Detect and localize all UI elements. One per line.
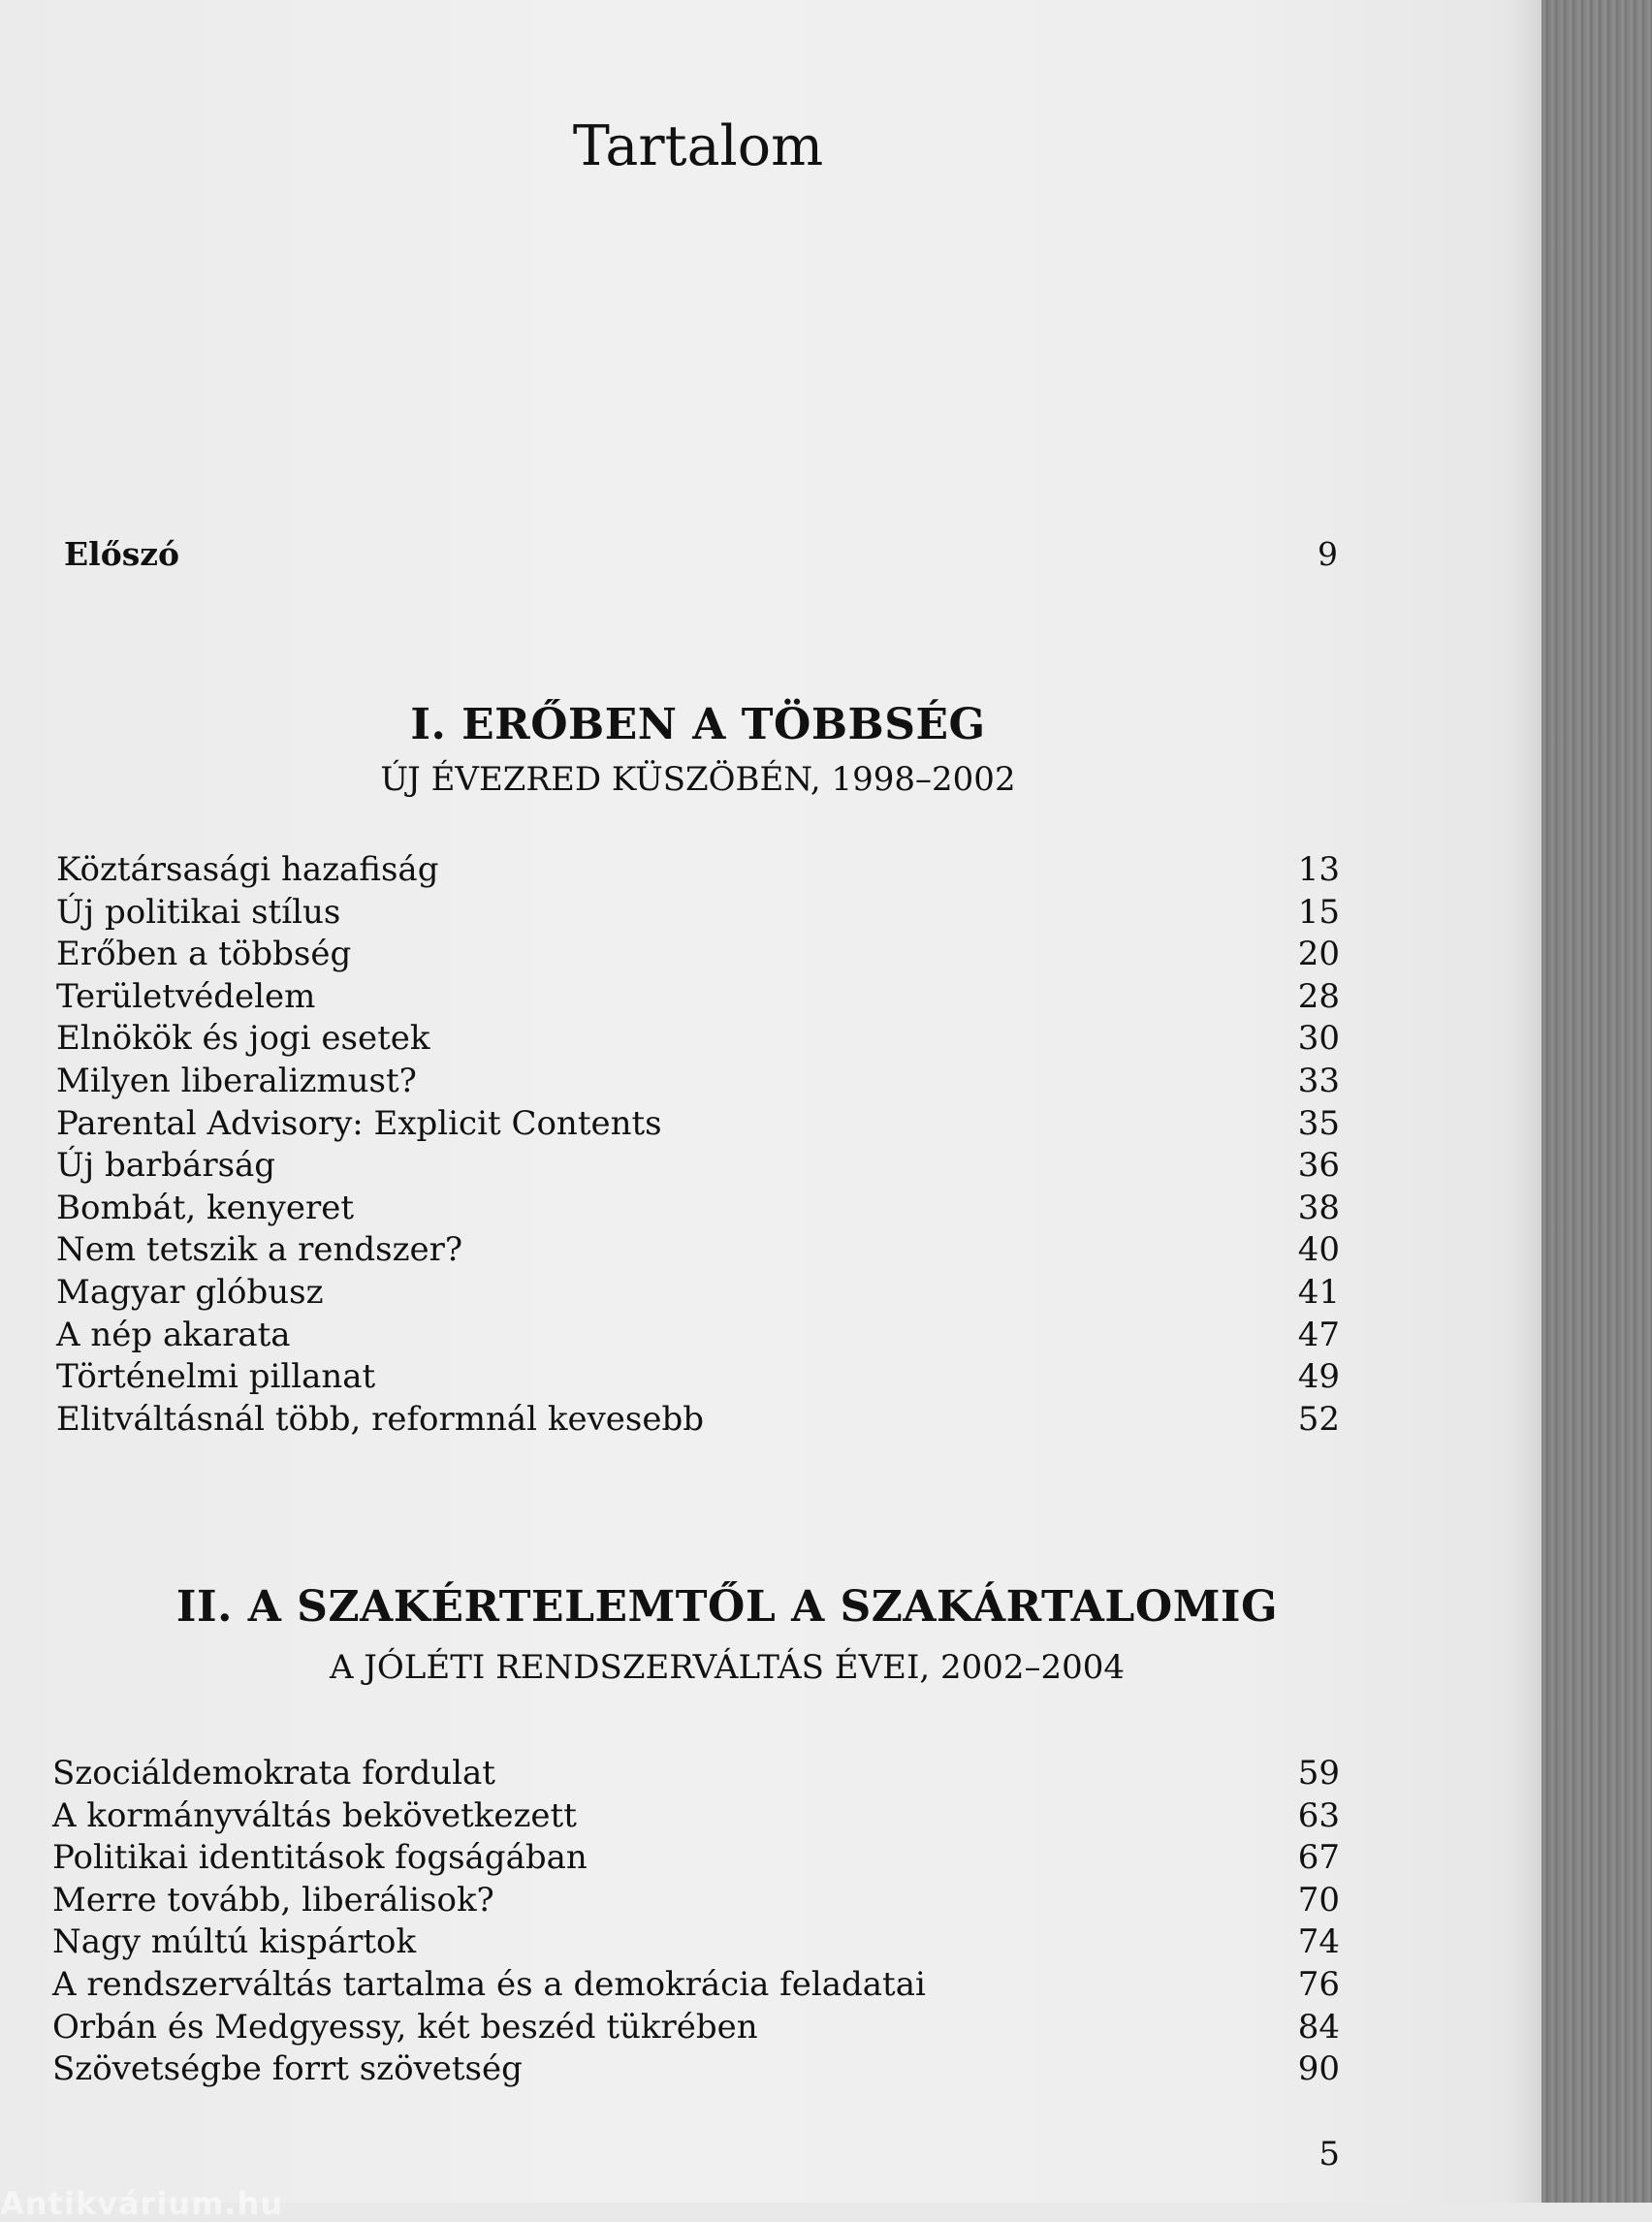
toc-entry-title: Új barbárság (56, 1146, 276, 1186)
toc-entry (56, 1315, 1340, 1357)
toc-entry (56, 1018, 1340, 1061)
toc-entry-page-number: 33 (1297, 1061, 1340, 1100)
toc-entry (56, 1061, 1340, 1103)
toc-entry-title: Szociáldemokrata fordulat (52, 1754, 495, 1793)
toc-entry (56, 1272, 1340, 1315)
toc-entry-page-number: 70 (1297, 1880, 1340, 1920)
book-spine-edge (1541, 0, 1652, 2203)
toc-entry-page-number: 40 (1297, 1230, 1340, 1270)
toc-entry-page-number: 47 (1297, 1315, 1340, 1354)
toc-entry (56, 1356, 1340, 1399)
toc-entry-page-number: 36 (1297, 1146, 1340, 1186)
toc-entry (52, 1880, 1340, 1922)
page-folio-number: 5 (1318, 2135, 1340, 2174)
toc-entry-page-number: 59 (1297, 1754, 1340, 1793)
toc-entry-title: Nem tetszik a rendszer? (56, 1230, 463, 1270)
toc-entry (56, 1188, 1340, 1230)
toc-entry-title: Bombát, kenyeret (56, 1188, 354, 1227)
toc-entry-title: Új politikai stílus (56, 892, 341, 932)
toc-entry-page-number: 76 (1297, 1964, 1340, 2004)
toc-entry-page-number: 74 (1297, 1922, 1340, 1962)
toc-entry (52, 2048, 1340, 2091)
preface-page-number: 9 (1318, 535, 1338, 573)
toc-entry-page-number: 41 (1297, 1272, 1340, 1312)
toc-entry-page-number: 52 (1297, 1399, 1340, 1439)
toc-entry (52, 1964, 1340, 2007)
toc-entry-title: Orbán és Medgyessy, két beszéd tükrében (52, 2007, 758, 2047)
toc-entry (56, 1399, 1340, 1442)
toc-entry-title: Elnökök és jogi esetek (56, 1019, 430, 1059)
toc-entry-title: Parental Advisory: Explicit Contents (56, 1103, 662, 1143)
toc-entry-title: A rendszerváltás tartalma és a demokrácia feladatai (52, 1964, 926, 2004)
toc-entry (56, 1229, 1340, 1272)
toc-entry-title: Területvédelem (56, 976, 316, 1016)
toc-entry-page-number: 13 (1297, 850, 1340, 889)
toc-entry-page-number: 20 (1297, 935, 1340, 974)
toc-entry-page-number: 38 (1297, 1188, 1340, 1227)
toc-entry-title: Szövetségbe forrt szövetség (52, 2049, 523, 2089)
toc-entry (52, 1753, 1340, 1795)
toc-entry-page-number: 35 (1297, 1103, 1340, 1143)
toc-entry (56, 976, 1340, 1019)
toc-entry (52, 1921, 1340, 1964)
toc-entry (52, 1795, 1340, 1838)
part-1-subheading: ÚJ ÉVEZRED KÜSZÖBÉN, 1998–2002 (380, 760, 1016, 799)
part-2-subheading: A JÓLÉTI RENDSZERVÁLTÁS ÉVEI, 2002–2004 (329, 1648, 1126, 1687)
toc-entry (52, 2007, 1340, 2049)
toc-entry-title: Merre tovább, liberálisok? (52, 1880, 494, 1920)
toc-entry-page-number: 15 (1297, 892, 1340, 932)
toc-entry-page-number: 90 (1297, 2049, 1340, 2089)
toc-entry-title: Nagy múltú kispártok (52, 1922, 417, 1962)
toc-entry-title: Magyar glóbusz (56, 1272, 324, 1312)
part-1-toc-list (56, 849, 1340, 1441)
toc-entry-title: Elitváltásnál több, reformnál kevesebb (56, 1399, 705, 1439)
toc-entry (56, 934, 1340, 976)
toc-entry (56, 892, 1340, 935)
toc-entry-page-number: 63 (1297, 1795, 1340, 1835)
page-title: Tartalom (572, 114, 824, 178)
part-2-toc-list (52, 1753, 1340, 2091)
toc-entry (52, 1837, 1340, 1880)
toc-entry-page-number: 30 (1297, 1019, 1340, 1059)
toc-entry-title: Történelmi pillanat (56, 1357, 376, 1397)
preface-label: Előszó (64, 535, 180, 573)
part-1-heading: I. ERŐBEN A TÖBBSÉG (410, 700, 986, 749)
toc-entry-title: Politikai identitások fogságában (52, 1838, 588, 1878)
page-gutter-shadow (1508, 0, 1546, 2203)
toc-entry-page-number: 67 (1297, 1838, 1340, 1878)
toc-preface-entry (64, 535, 1338, 573)
toc-entry-title: Erőben a többség (56, 935, 352, 974)
part-2-heading: II. A SZAKÉRTELEMTŐL A SZAKÁRTALOMIG (175, 1582, 1279, 1632)
toc-entry-page-number: 49 (1297, 1357, 1340, 1397)
watermark-text: Antikvárium.hu (0, 2185, 284, 2222)
toc-entry (56, 849, 1340, 892)
toc-entry-page-number: 84 (1297, 2007, 1340, 2047)
toc-entry (56, 1103, 1340, 1146)
toc-entry-page-number: 28 (1297, 976, 1340, 1016)
toc-entry-title: Köztársasági hazafiság (56, 850, 439, 889)
toc-entry-title: Milyen liberalizmust? (56, 1061, 417, 1100)
toc-entry-title: A nép akarata (56, 1315, 291, 1354)
toc-entry (56, 1145, 1340, 1188)
toc-entry-title: A kormányváltás bekövetkezett (52, 1795, 577, 1835)
